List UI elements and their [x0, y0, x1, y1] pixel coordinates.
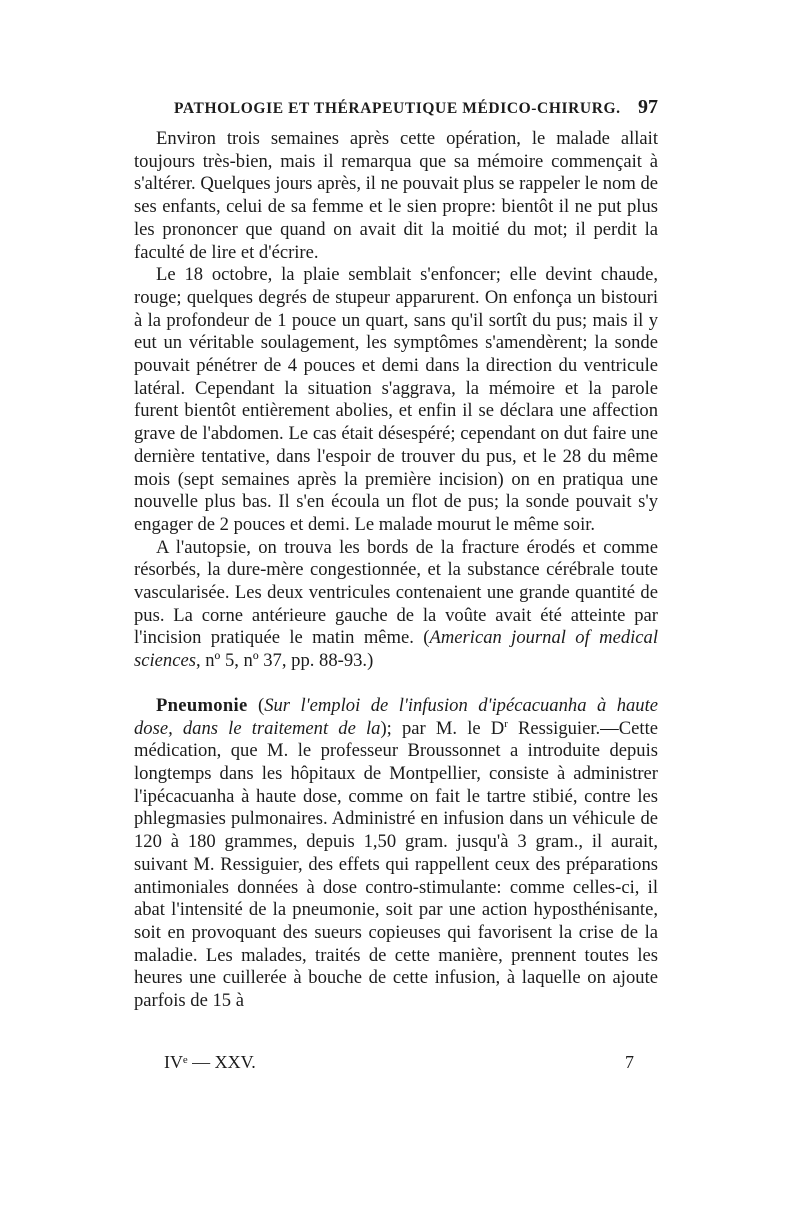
footer	[164, 1051, 634, 1073]
article-title: Pneumonie	[156, 694, 248, 716]
paragraph-3	[134, 537, 658, 673]
signature-number: 7	[625, 1052, 634, 1072]
paragraph-4	[134, 695, 658, 1013]
signature-mark: IVᵉ — XXV.	[164, 1052, 256, 1072]
open-paren: (	[247, 694, 265, 716]
running-head-title: PATHOLOGIE ET THÉRAPEUTIQUE MÉDICO-CHIRURG.	[174, 100, 621, 117]
author-prefix: ); par M. le D	[380, 717, 505, 739]
page	[134, 96, 659, 1072]
author-name: Ressiguier.	[507, 717, 601, 739]
author-sup: r	[504, 717, 508, 730]
source-reference: , nº 5, nº 37, pp. 88-93.)	[195, 650, 374, 672]
article-subject: Sur l'emploi de l'infusion d'ipécacuanha à haute dose, dans le traitement de la	[134, 694, 659, 739]
page-number: 97	[638, 96, 658, 118]
paragraph-2: Le 18 octobre, la plaie semblait s'enfoncer; elle devint chaude, rouge; quelques degrés de stupeur apparurent. On enfonça un bistouri à la profondeur de 1 pouce un quart, sans qu'il sortît du pus; mais il y eut un véritable soulagement, les symptômes s'amendèrent; la sonde pouvait pénétrer de 4 pouces et demi dans la direction du ventricule latéral. Cependant la situation s'aggrava, la mémoire et la parole furent bientôt entièrement abolies, et enfin il se déclara une affection grave de l'abdomen. Le cas était désespéré; cependant on dut faire une dernière tentative, dans l'espoir de trouver du pus, et le 28 du même mois (sept semaines après la première incision) on en pratiqua une nouvelle plus bas. Il s'en écoula un flot de pus; la sonde pouvait s'y engager de 2 pouces et demi. Le malade mourut le même soir.	[134, 264, 658, 535]
running-head	[174, 96, 658, 120]
source-journal: American journal of medical sciences	[134, 627, 659, 672]
paragraph-3-text: A l'autopsie, on trouva les bords de la fracture érodés et comme résorbés, la dure-mère congestionnée, et la substance cérébrale toute vascularisée. Les deux ventricules contenaient une grande quantité de pus. La corne antérieure gauche de la voûte avait été atteinte par l'incision pratiquée le matin même. (	[134, 536, 658, 649]
article-body: —Cette médication, que M. le professeur Broussonnet a introduite depuis longtemps dans les hôpitaux de Montpellier, consiste à administrer l'ipécacuanha à haute dose, comme on fait le tartre stibié, contre les phlegmasies pulmonaires. Administré en infusion dans un véhicule de 120 à 180 grammes, depuis 1,50 gram. jusqu'à 3 gram., il aurait, suivant M. Ressiguier, des effets qui rappellent ceux des préparations antimoniales données à dose contro-stimulante: comme celles-ci, il abat l'intensité de la pneumonie, soit par une action hyposthénisante, soit en provoquant des sueurs copieuses qui favorisent la crise de la maladie. Les malades, traités de cette manière, prennent toutes les heures une cuillerée à bouche de cette infusion, à laquelle on ajoute parfois de 15 à	[134, 717, 658, 1012]
paragraph-1: Environ trois semaines après cette opération, le malade allait toujours très-bien, mais il remarqua que sa mémoire commençait à s'altérer. Quelques jours après, il ne pouvait plus se rappeler le nom de ses enfants, celui de sa femme et le sien propre: bientôt il ne put plus les prononcer que quand on avait dit la moitié du mot; il perdit la faculté de lire et d'écrire.	[134, 128, 658, 263]
